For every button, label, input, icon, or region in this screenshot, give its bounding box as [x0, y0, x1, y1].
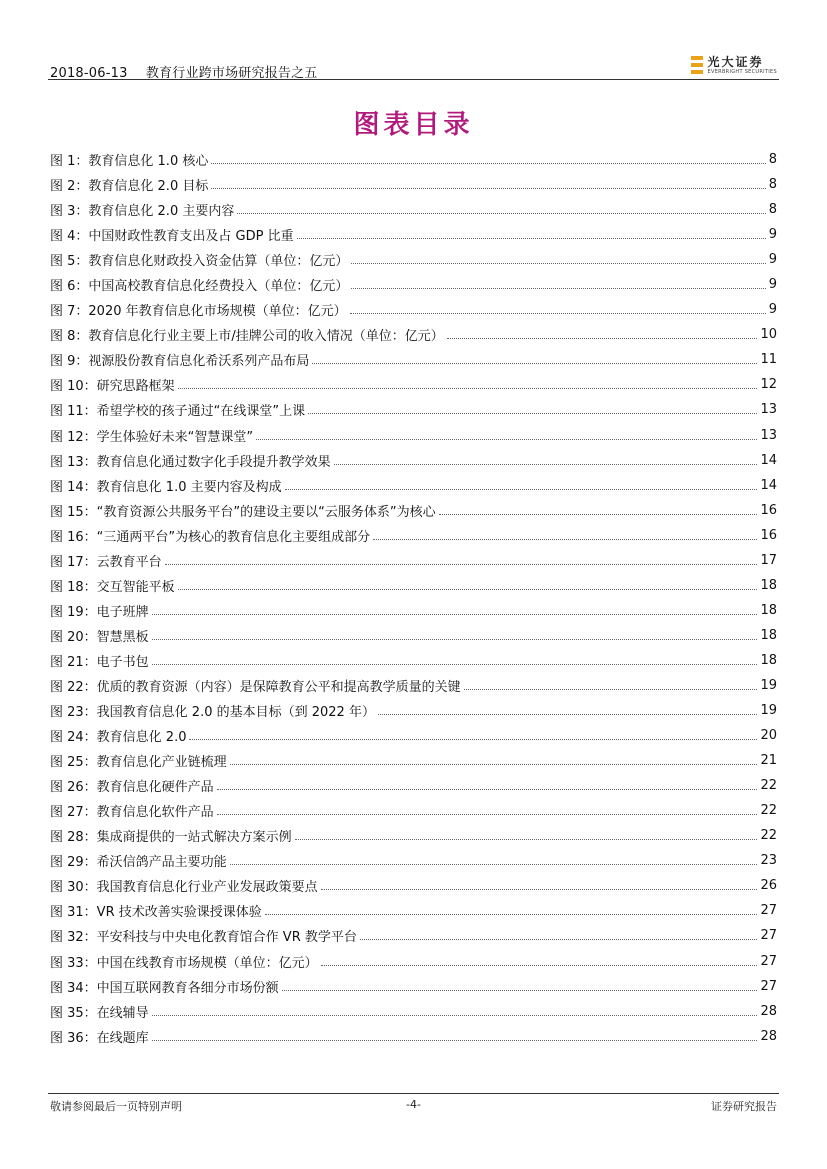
toc-entry-label[interactable]: 图 11：希望学校的孩子通过“在线课堂”上课 — [50, 404, 306, 420]
toc-leader-dots — [237, 213, 765, 214]
logo-text-en: EVERBRIGHT SECURITIES — [707, 68, 777, 75]
toc-entry-page[interactable]: 22 — [760, 803, 777, 819]
toc-entry-page[interactable]: 18 — [760, 577, 777, 593]
toc-leader-dots — [152, 1040, 758, 1041]
toc-entry-label[interactable]: 图 6：中国高校教育信息化经费投入（单位：亿元） — [50, 279, 349, 295]
toc-entry[interactable] — [50, 222, 777, 247]
toc-entry[interactable] — [50, 698, 777, 723]
toc-leader-dots — [350, 313, 766, 314]
toc-entry-label[interactable]: 图 4：中国财政性教育支出及占 GDP 比重 — [50, 229, 294, 245]
toc-entry-label[interactable]: 图 13：教育信息化通过数字化手段提升教学效果 — [50, 454, 331, 470]
toc-entry-page[interactable]: 21 — [760, 753, 777, 769]
toc-leader-dots — [152, 614, 758, 615]
toc-entry-label[interactable]: 图 19：电子班牌 — [50, 604, 149, 620]
footer-page-number: -4- — [406, 1098, 421, 1111]
toc-entry[interactable] — [50, 147, 777, 172]
toc-entry[interactable] — [50, 523, 777, 548]
toc-entry-label[interactable]: 图 29：希沃信鸽产品主要功能 — [50, 855, 227, 871]
toc-entry[interactable] — [50, 798, 777, 823]
toc-entry-label[interactable]: 图 31：VR 技术改善实验课授课体验 — [50, 905, 262, 921]
toc-entry-label[interactable]: 图 20：智慧黑板 — [50, 629, 149, 645]
toc-entry[interactable] — [50, 823, 777, 848]
toc-entry[interactable] — [50, 898, 777, 923]
toc-entry-label[interactable]: 图 28：集成商提供的一站式解决方案示例 — [50, 830, 292, 846]
toc-entry-page[interactable]: 18 — [760, 627, 777, 643]
toc-entry-page[interactable]: 10 — [760, 327, 777, 343]
toc-leader-dots — [230, 864, 758, 865]
toc-entry[interactable] — [50, 923, 777, 948]
toc-entry[interactable] — [50, 498, 777, 523]
toc-entry-label[interactable]: 图 17：云教育平台 — [50, 554, 162, 570]
toc-leader-dots — [211, 188, 765, 189]
toc-entry-page[interactable]: 27 — [760, 953, 777, 969]
toc-leader-dots — [464, 689, 758, 690]
toc-entry[interactable] — [50, 773, 777, 798]
toc-entry-label[interactable]: 图 21：电子书包 — [50, 654, 149, 670]
toc-entry-page[interactable]: 27 — [760, 903, 777, 919]
footer-disclaimer: 敬请参阅最后一页特别声明 — [50, 1100, 182, 1113]
toc-entry[interactable] — [50, 848, 777, 873]
toc-entry-page[interactable]: 14 — [760, 452, 777, 468]
toc-entry[interactable] — [50, 297, 777, 322]
toc-entry-page[interactable]: 8 — [768, 202, 777, 218]
toc-leader-dots — [256, 439, 757, 440]
table-of-figures — [50, 147, 777, 1049]
toc-leader-dots — [295, 839, 758, 840]
toc-entry[interactable] — [50, 673, 777, 698]
toc-leader-dots — [152, 1015, 758, 1016]
toc-entry[interactable] — [50, 648, 777, 673]
toc-entry[interactable] — [50, 347, 777, 372]
logo-text-cn: 光大证券 — [707, 54, 764, 69]
toc-entry[interactable] — [50, 322, 777, 347]
toc-leader-dots — [378, 714, 757, 715]
toc-leader-dots — [230, 764, 758, 765]
toc-leader-dots — [439, 514, 758, 515]
toc-entry[interactable] — [50, 723, 777, 748]
toc-entry-label[interactable]: 图 7：2020 年教育信息化市场规模（单位：亿元） — [50, 304, 347, 320]
toc-leader-dots — [308, 413, 757, 414]
toc-entry-page[interactable]: 22 — [760, 828, 777, 844]
toc-entry-page[interactable]: 8 — [768, 152, 777, 168]
toc-entry-label[interactable]: 图 2：教育信息化 2.0 目标 — [50, 179, 209, 195]
toc-entry-label[interactable]: 图 16：“三通两平台”为核心的教育信息化主要组成部分 — [50, 529, 371, 545]
toc-entry-label[interactable]: 图 26：教育信息化硬件产品 — [50, 780, 214, 796]
toc-entry-label[interactable]: 图 22：优质的教育资源（内容）是保障教育公平和提高教学质量的关键 — [50, 680, 461, 695]
toc-entry-page[interactable]: 22 — [760, 778, 777, 794]
toc-entry[interactable] — [50, 272, 777, 297]
toc-entry-label[interactable]: 图 32：平安科技与中央电化教育馆合作 VR 教学平台 — [50, 930, 357, 946]
toc-entry-page[interactable]: 18 — [760, 652, 777, 668]
toc-entry-page[interactable]: 16 — [760, 527, 777, 543]
toc-entry-page[interactable]: 20 — [760, 728, 777, 744]
toc-entry-label[interactable]: 图 12：学生体验好未来“智慧课堂” — [50, 429, 254, 445]
toc-entry-label[interactable]: 图 24：教育信息化 2.0 — [50, 730, 187, 746]
toc-leader-dots — [211, 163, 765, 164]
toc-entry-page[interactable]: 12 — [760, 377, 777, 393]
toc-leader-dots — [282, 990, 758, 991]
header-report-title: 教育行业跨市场研究报告之五 — [145, 66, 318, 81]
toc-entry-page[interactable]: 9 — [768, 227, 777, 243]
toc-leader-dots — [217, 814, 758, 815]
toc-entry-label[interactable]: 图 27：教育信息化软件产品 — [50, 805, 214, 821]
toc-entry[interactable] — [50, 873, 777, 898]
toc-entry[interactable] — [50, 397, 777, 422]
toc-entry-label[interactable]: 图 30：我国教育信息化行业产业发展政策要点 — [50, 880, 318, 896]
toc-entry-label[interactable]: 图 34：中国互联网教育各细分市场份额 — [50, 980, 279, 996]
toc-entry-label[interactable]: 图 23：我国教育信息化 2.0 的基本目标（到 2022 年） — [50, 705, 375, 721]
header-divider — [48, 79, 779, 80]
toc-entry-label[interactable]: 图 8：教育信息化行业主要上市/挂牌公司的收入情况（单位：亿元） — [50, 329, 444, 345]
toc-entry-page[interactable]: 27 — [760, 978, 777, 994]
toc-entry-page[interactable]: 28 — [760, 1028, 777, 1044]
toc-leader-dots — [165, 564, 758, 565]
toc-leader-dots — [321, 965, 758, 966]
toc-entry-page[interactable]: 19 — [760, 703, 777, 719]
page-title: 图表目录 — [353, 110, 474, 140]
toc-entry-label[interactable]: 图 36：在线题库 — [50, 1030, 149, 1046]
toc-entry-page[interactable]: 8 — [768, 177, 777, 193]
toc-entry-page[interactable]: 26 — [760, 878, 777, 894]
toc-entry-page[interactable]: 14 — [760, 477, 777, 493]
toc-entry-label[interactable]: 图 3：教育信息化 2.0 主要内容 — [50, 204, 235, 220]
toc-leader-dots — [189, 739, 757, 740]
toc-entry-page[interactable]: 11 — [760, 352, 777, 368]
toc-entry[interactable] — [50, 999, 777, 1024]
toc-entry-page[interactable]: 28 — [760, 1003, 777, 1019]
toc-leader-dots — [152, 664, 758, 665]
toc-entry-page[interactable]: 9 — [768, 252, 777, 268]
toc-entry-label[interactable]: 图 15：“教育资源公共服务平台”的建设主要以“云服务体系”为核心 — [50, 504, 436, 520]
toc-entry[interactable] — [50, 197, 777, 222]
toc-entry[interactable] — [50, 172, 777, 197]
toc-leader-dots — [265, 914, 758, 915]
toc-entry-page[interactable]: 13 — [760, 402, 777, 418]
toc-entry-page[interactable]: 9 — [768, 277, 777, 293]
toc-entry-label[interactable]: 图 25：教育信息化产业链梳理 — [50, 755, 227, 771]
toc-entry-page[interactable]: 9 — [768, 302, 777, 318]
toc-leader-dots — [321, 889, 758, 890]
toc-entry[interactable] — [50, 748, 777, 773]
toc-entry[interactable] — [50, 573, 777, 598]
toc-entry-label[interactable]: 图 9：视源股份教育信息化希沃系列产品布局 — [50, 354, 310, 370]
toc-entry[interactable] — [50, 623, 777, 648]
toc-leader-dots — [334, 464, 758, 465]
toc-entry[interactable] — [50, 372, 777, 397]
toc-leader-dots — [373, 539, 757, 540]
toc-entry-page[interactable]: 13 — [760, 427, 777, 443]
toc-entry[interactable] — [50, 423, 777, 448]
toc-leader-dots — [178, 589, 758, 590]
logo-mark-icon — [691, 56, 703, 74]
toc-entry-page[interactable]: 27 — [760, 928, 777, 944]
toc-entry-label[interactable]: 图 10：研究思路框架 — [50, 379, 175, 395]
toc-leader-dots — [285, 489, 758, 490]
toc-entry[interactable] — [50, 974, 777, 999]
toc-entry[interactable] — [50, 473, 777, 498]
toc-leader-dots — [447, 338, 758, 339]
footer-report-type: 证券研究报告 — [711, 1100, 777, 1113]
header-date: 2018-06-13 — [50, 66, 128, 81]
toc-entry[interactable] — [50, 448, 777, 473]
toc-leader-dots — [360, 939, 758, 940]
toc-leader-dots — [312, 363, 757, 364]
toc-entry[interactable] — [50, 949, 777, 974]
toc-entry-label[interactable]: 图 5：教育信息化财政投入资金估算（单位：亿元） — [50, 254, 349, 270]
toc-entry-page[interactable]: 16 — [760, 502, 777, 518]
footer-divider — [48, 1093, 779, 1094]
toc-entry-page[interactable]: 19 — [760, 678, 777, 693]
toc-leader-dots — [178, 388, 758, 389]
toc-entry-page[interactable]: 23 — [760, 853, 777, 869]
toc-entry-label[interactable]: 图 1：教育信息化 1.0 核心 — [50, 154, 209, 170]
toc-entry-label[interactable]: 图 33：中国在线教育市场规模（单位：亿元） — [50, 955, 318, 971]
toc-entry[interactable] — [50, 598, 777, 623]
toc-entry-label[interactable]: 图 14：教育信息化 1.0 主要内容及构成 — [50, 479, 282, 495]
toc-entry-label[interactable]: 图 35：在线辅导 — [50, 1005, 149, 1021]
toc-entry[interactable] — [50, 247, 777, 272]
toc-entry-page[interactable]: 18 — [760, 602, 777, 618]
toc-entry-label[interactable]: 图 18：交互智能平板 — [50, 579, 175, 595]
toc-leader-dots — [152, 639, 758, 640]
everbright-logo — [691, 54, 777, 76]
toc-leader-dots — [297, 238, 766, 239]
toc-leader-dots — [217, 789, 758, 790]
toc-entry-page[interactable]: 17 — [760, 552, 777, 568]
toc-entry[interactable] — [50, 548, 777, 573]
toc-leader-dots — [351, 288, 765, 289]
toc-leader-dots — [351, 263, 765, 264]
toc-entry[interactable] — [50, 1024, 777, 1049]
